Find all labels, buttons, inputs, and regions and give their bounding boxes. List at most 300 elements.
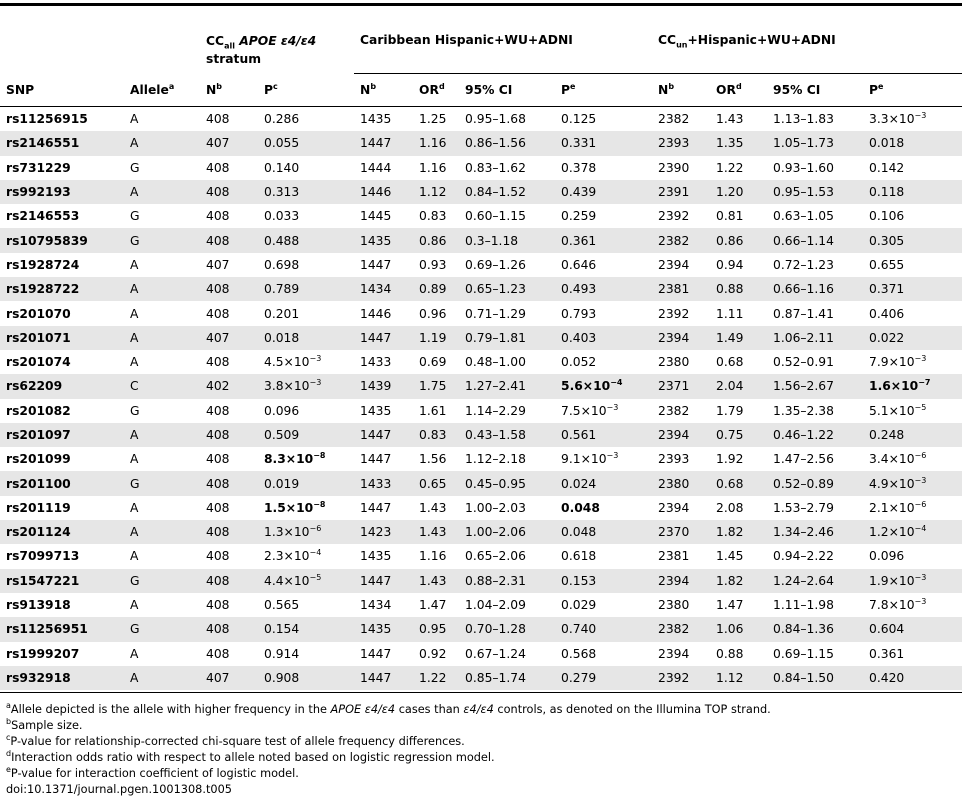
p-value-cell: $1.9\times 10^{-3}$ xyxy=(863,569,962,593)
p-value-cell: $1.3\times 10^{-6}$ xyxy=(258,520,354,544)
p-value-cell: $7.8\times 10^{-3}$ xyxy=(869,596,927,613)
p-value-cell: 0.153 xyxy=(555,569,652,593)
p-value-cell: 0.698 xyxy=(264,257,300,272)
col-header-n: $N^b$ xyxy=(200,74,258,107)
footnote-a: $^a$Allele depicted is the allele with higher frequency in the APOE ε4/ε4 cases than ε4/ε4 controls, as denoted on the Illumina TOP strand. xyxy=(6,701,771,716)
ci-cell: 0.65–2.06 xyxy=(465,549,526,564)
p-value-cell: 0.604 xyxy=(863,617,962,641)
table-row xyxy=(0,617,962,641)
table-top-rule xyxy=(0,3,962,6)
ci-cell: 1.05–1.73 xyxy=(767,131,863,155)
col-header-pe: $P^e$ xyxy=(863,74,962,107)
allele-cell: A xyxy=(130,306,139,321)
n-cell: 1447 xyxy=(354,666,413,690)
ci-cell: 0.67–1.24 xyxy=(465,646,526,661)
ci-cell: 1.56–2.67 xyxy=(767,374,863,398)
table-bottom-rule xyxy=(0,692,962,693)
n-cell: 407 xyxy=(200,666,258,690)
n-cell: 1435 xyxy=(360,112,392,127)
ci-cell: 0.88–2.31 xyxy=(459,569,555,593)
allele-cell: A xyxy=(130,112,139,127)
n-cell: 408 xyxy=(206,549,230,564)
col-header-pe: $P^e$ xyxy=(555,74,652,107)
n-cell: 2394 xyxy=(652,569,710,593)
p-value-cell: 0.655 xyxy=(869,257,905,272)
p-value-cell: 0.361 xyxy=(869,646,905,661)
or-cell: 1.22 xyxy=(716,160,744,175)
ci-cell: 1.14–2.29 xyxy=(465,403,526,418)
n-cell: 407 xyxy=(200,131,258,155)
p-value-cell: 0.361 xyxy=(555,228,652,252)
n-cell: 408 xyxy=(200,471,258,495)
or-cell: 1.35 xyxy=(710,131,767,155)
table-row xyxy=(0,326,962,350)
n-cell: 407 xyxy=(200,326,258,350)
or-cell: 1.82 xyxy=(710,520,767,544)
ci-cell: 0.70–1.28 xyxy=(459,617,555,641)
table-row xyxy=(0,107,962,132)
table-row xyxy=(0,350,962,374)
p-value-cell: 0.033 xyxy=(264,209,300,224)
snp-cell: rs1928724 xyxy=(6,257,80,272)
or-cell: 0.83 xyxy=(413,423,459,447)
ci-cell: 0.66–1.14 xyxy=(767,228,863,252)
p-value-cell: $1.2\times 10^{-4}$ xyxy=(863,520,962,544)
col-header-snp: SNP xyxy=(0,74,124,107)
or-cell: 1.43 xyxy=(413,520,459,544)
or-cell: 1.56 xyxy=(419,452,447,467)
ci-cell: 0.46–1.22 xyxy=(767,423,863,447)
ci-cell: 0.84–1.52 xyxy=(459,180,555,204)
allele-cell: A xyxy=(130,452,139,467)
or-cell: 1.12 xyxy=(413,180,459,204)
n-cell: 408 xyxy=(206,452,230,467)
p-value-cell: 0.140 xyxy=(264,160,300,175)
or-cell: 0.68 xyxy=(716,355,744,370)
ci-cell: 0.52–0.89 xyxy=(767,471,863,495)
n-cell: 1447 xyxy=(354,423,413,447)
p-value-cell: 0.096 xyxy=(869,549,905,564)
n-cell: 1435 xyxy=(354,228,413,252)
snp-cell: rs1928722 xyxy=(0,277,124,301)
n-cell: 408 xyxy=(200,180,258,204)
n-cell: 2392 xyxy=(658,209,690,224)
n-cell: 2394 xyxy=(652,423,710,447)
p-value-cell: $7.9\times 10^{-3}$ xyxy=(869,354,927,370)
snp-cell: rs10795839 xyxy=(0,228,124,252)
p-value-cell: 0.029 xyxy=(561,598,597,613)
table-row xyxy=(0,374,962,398)
or-cell: 2.04 xyxy=(710,374,767,398)
snp-cell: rs62209 xyxy=(0,374,124,398)
snp-cell: rs201097 xyxy=(0,423,124,447)
table-row xyxy=(0,520,962,544)
snp-cell: rs11256915 xyxy=(6,112,88,127)
p-value-cell: 0.248 xyxy=(863,423,962,447)
ci-cell: 0.69–1.15 xyxy=(773,646,834,661)
p-value-cell: $5.1\times 10^{-5}$ xyxy=(869,402,927,418)
allele-cell: A xyxy=(124,180,200,204)
p-value-cell: 0.789 xyxy=(258,277,354,301)
or-cell: 1.20 xyxy=(710,180,767,204)
p-value-cell: 0.439 xyxy=(555,180,652,204)
allele-cell: A xyxy=(130,355,139,370)
p-value-cell: $8.3\times 10^{-8}$ xyxy=(264,451,326,467)
n-cell: 1433 xyxy=(360,355,392,370)
p-value-cell: 0.420 xyxy=(863,666,962,690)
or-cell: 0.95 xyxy=(413,617,459,641)
snp-cell: rs992193 xyxy=(0,180,124,204)
allele-cell: A xyxy=(124,520,200,544)
p-value-cell: 0.118 xyxy=(863,180,962,204)
n-cell: 1423 xyxy=(354,520,413,544)
group-header-ccun: $CC_{un}+Hispanic+WU+ADNI$ xyxy=(652,32,962,74)
p-value-cell: $1.5\times 10^{-8}$ xyxy=(264,499,326,515)
or-cell: 1.82 xyxy=(710,569,767,593)
table-row xyxy=(0,471,962,495)
or-cell: 0.89 xyxy=(413,277,459,301)
n-cell: 1447 xyxy=(360,646,392,661)
n-cell: 2382 xyxy=(652,228,710,252)
ci-cell: 0.85–1.74 xyxy=(459,666,555,690)
table-row xyxy=(0,301,962,325)
snp-cell: rs201124 xyxy=(0,520,124,544)
n-cell: 408 xyxy=(206,112,230,127)
or-cell: 1.12 xyxy=(710,666,767,690)
n-cell: 1434 xyxy=(360,598,392,613)
or-cell: 0.86 xyxy=(413,228,459,252)
n-cell: 408 xyxy=(206,500,230,515)
p-value-cell: 0.018 xyxy=(258,326,354,350)
allele-cell: G xyxy=(124,569,200,593)
allele-cell: A xyxy=(124,666,200,690)
p-value-cell: $1.6\times 10^{-7}$ xyxy=(863,374,962,398)
ci-cell: 1.47–2.56 xyxy=(773,452,834,467)
snp-cell: rs2146553 xyxy=(6,209,80,224)
table-row xyxy=(0,204,962,228)
ci-cell: 0.48–1.00 xyxy=(465,355,526,370)
table-row xyxy=(0,496,962,520)
n-cell: 1447 xyxy=(360,452,392,467)
p-value-cell: 0.565 xyxy=(264,598,300,613)
or-cell: 1.47 xyxy=(716,598,744,613)
table-footnotes xyxy=(6,702,956,798)
footnote-b: $^b$Sample size. xyxy=(6,717,83,732)
or-cell: 1.43 xyxy=(413,569,459,593)
or-cell: 1.43 xyxy=(419,500,447,515)
n-cell: 1446 xyxy=(360,306,392,321)
allele-cell: A xyxy=(130,500,139,515)
allele-cell: A xyxy=(130,257,139,272)
p-value-cell: 0.305 xyxy=(863,228,962,252)
ci-cell: 0.87–1.41 xyxy=(773,306,834,321)
p-value-cell: 0.018 xyxy=(863,131,962,155)
p-value-cell: 0.142 xyxy=(869,160,905,175)
footnote-e: $^e$P-value for interaction coefficient of logistic model. xyxy=(6,765,299,780)
table-row xyxy=(0,277,962,301)
p-value-cell: 0.259 xyxy=(561,209,597,224)
p-value-cell: 0.914 xyxy=(264,646,300,661)
ci-cell: 0.66–1.16 xyxy=(767,277,863,301)
ci-cell: 1.34–2.46 xyxy=(767,520,863,544)
allele-cell: G xyxy=(130,209,140,224)
allele-cell: C xyxy=(124,374,200,398)
table-row xyxy=(0,593,962,617)
or-cell: 0.69 xyxy=(419,355,447,370)
ci-cell: 1.13–1.83 xyxy=(773,112,834,127)
n-cell: 2380 xyxy=(658,355,690,370)
n-cell: 2392 xyxy=(658,306,690,321)
ci-cell: 0.95–1.68 xyxy=(465,112,526,127)
allele-cell: A xyxy=(124,131,200,155)
p-value-cell: 0.406 xyxy=(869,306,905,321)
n-cell: 2382 xyxy=(652,617,710,641)
ci-cell: 0.86–1.56 xyxy=(459,131,555,155)
or-cell: 1.25 xyxy=(419,112,447,127)
n-cell: 2390 xyxy=(658,160,690,175)
n-cell: 1439 xyxy=(354,374,413,398)
n-cell: 408 xyxy=(200,520,258,544)
ci-cell: 1.00–2.03 xyxy=(465,500,526,515)
or-cell: 1.16 xyxy=(419,549,447,564)
or-cell: 1.47 xyxy=(419,598,447,613)
allele-cell: A xyxy=(124,326,200,350)
footnote-d: $^d$Interaction odds ratio with respect to allele noted based on logistic regression model. xyxy=(6,749,495,764)
table-row xyxy=(0,569,962,593)
n-cell: 408 xyxy=(200,569,258,593)
p-value-cell: 0.048 xyxy=(561,500,600,515)
n-cell: 1434 xyxy=(354,277,413,301)
p-value-cell: 0.313 xyxy=(258,180,354,204)
n-cell: 2380 xyxy=(652,471,710,495)
ci-cell: 0.45–0.95 xyxy=(459,471,555,495)
or-cell: 1.75 xyxy=(413,374,459,398)
ci-cell: 1.35–2.38 xyxy=(773,403,834,418)
n-cell: 2394 xyxy=(658,500,690,515)
table-row xyxy=(0,447,962,471)
p-value-cell: 0.509 xyxy=(258,423,354,447)
p-value-cell: 0.052 xyxy=(561,355,597,370)
table-row xyxy=(0,180,962,204)
or-cell: 1.11 xyxy=(716,306,744,321)
p-value-cell: 0.022 xyxy=(863,326,962,350)
n-cell: 2380 xyxy=(658,598,690,613)
allele-cell: G xyxy=(124,228,200,252)
p-value-cell: 0.568 xyxy=(561,646,597,661)
p-value-cell: $3.4\times 10^{-6}$ xyxy=(869,451,927,467)
ci-cell: 0.93–1.60 xyxy=(773,160,834,175)
p-value-cell: $4.9\times 10^{-3}$ xyxy=(863,471,962,495)
or-cell: 0.81 xyxy=(716,209,744,224)
snp-cell: rs201099 xyxy=(6,452,71,467)
col-header-p: $P^c$ xyxy=(258,74,354,107)
or-cell: 0.96 xyxy=(419,306,447,321)
allele-cell: G xyxy=(130,403,140,418)
n-cell: 2391 xyxy=(652,180,710,204)
p-value-cell: $3.3\times 10^{-3}$ xyxy=(869,111,927,127)
p-value-cell: 0.019 xyxy=(258,471,354,495)
or-cell: 0.88 xyxy=(710,277,767,301)
n-cell: 2393 xyxy=(658,452,690,467)
n-cell: 408 xyxy=(206,355,230,370)
n-cell: 2370 xyxy=(652,520,710,544)
table-row xyxy=(0,253,962,277)
group-header-ccall: $CC_{all}$ APOE ε4/ε4 stratum xyxy=(206,34,317,66)
table-row xyxy=(0,228,962,252)
ci-cell: 1.06–2.11 xyxy=(767,326,863,350)
footnote-c: $^c$P-value for relationship-corrected chi-square test of allele frequency differences. xyxy=(6,733,465,748)
ci-cell: 0.72–1.23 xyxy=(773,257,834,272)
or-cell: 1.79 xyxy=(716,403,744,418)
ci-cell: 1.53–2.79 xyxy=(773,500,834,515)
col-header-ci: 95% CI xyxy=(767,74,863,107)
snp-cell: rs1999207 xyxy=(6,646,80,661)
doi-text: doi:10.1371/journal.pgen.1001308.t005 xyxy=(6,783,232,796)
p-value-cell: 0.488 xyxy=(258,228,354,252)
ci-cell: 1.04–2.09 xyxy=(465,598,526,613)
n-cell: 1446 xyxy=(354,180,413,204)
n-cell: 408 xyxy=(206,306,230,321)
p-value-cell: $4.4\times 10^{-5}$ xyxy=(258,569,354,593)
table-row xyxy=(0,544,962,568)
n-cell: 1445 xyxy=(360,209,392,224)
or-cell: 1.61 xyxy=(419,403,447,418)
table-row xyxy=(0,423,962,447)
n-cell: 408 xyxy=(206,160,230,175)
n-cell: 2393 xyxy=(652,131,710,155)
p-value-cell: $2.1\times 10^{-6}$ xyxy=(869,499,927,515)
n-cell: 408 xyxy=(200,423,258,447)
table-row xyxy=(0,156,962,180)
snp-cell: rs932918 xyxy=(0,666,124,690)
snp-cell: rs201070 xyxy=(6,306,71,321)
p-value-cell: 0.561 xyxy=(555,423,652,447)
allele-cell: G xyxy=(124,471,200,495)
p-value-cell: 0.055 xyxy=(258,131,354,155)
n-cell: 408 xyxy=(206,598,230,613)
table-row xyxy=(0,131,962,155)
n-cell: 2381 xyxy=(652,277,710,301)
snp-cell: rs201119 xyxy=(6,500,71,515)
or-cell: 1.06 xyxy=(710,617,767,641)
ci-cell: 1.24–2.64 xyxy=(767,569,863,593)
ci-cell: 0.95–1.53 xyxy=(767,180,863,204)
results-table xyxy=(0,32,962,690)
table-row xyxy=(0,399,962,423)
allele-cell: G xyxy=(124,617,200,641)
or-cell: 0.93 xyxy=(419,257,447,272)
snp-cell: rs201100 xyxy=(0,471,124,495)
or-cell: 0.83 xyxy=(419,209,447,224)
col-header-or: $OR^d$ xyxy=(710,74,767,107)
n-cell: 408 xyxy=(206,209,230,224)
p-value-cell: 0.740 xyxy=(555,617,652,641)
or-cell: 1.22 xyxy=(413,666,459,690)
p-value-cell: 0.125 xyxy=(561,112,597,127)
snp-cell: rs11256951 xyxy=(0,617,124,641)
ci-cell: 0.69–1.26 xyxy=(465,257,526,272)
or-cell: 1.45 xyxy=(716,549,744,564)
column-header-row xyxy=(0,74,962,107)
p-value-cell: 0.371 xyxy=(863,277,962,301)
p-value-cell: 0.154 xyxy=(258,617,354,641)
ci-cell: 0.84–1.50 xyxy=(767,666,863,690)
snp-cell: rs201074 xyxy=(6,355,71,370)
n-cell: 1444 xyxy=(360,160,392,175)
n-cell: 1447 xyxy=(354,131,413,155)
ci-cell: 0.71–1.29 xyxy=(465,306,526,321)
p-value-cell: 0.201 xyxy=(264,306,300,321)
snp-cell: rs1547221 xyxy=(0,569,124,593)
p-value-cell: 0.331 xyxy=(555,131,652,155)
p-value-cell: $5.6\times 10^{-4}$ xyxy=(555,374,652,398)
or-cell: 1.16 xyxy=(413,131,459,155)
p-value-cell: 0.378 xyxy=(561,160,597,175)
col-header-allele: Allele$^a$ xyxy=(124,74,200,107)
allele-cell: A xyxy=(130,549,139,564)
ci-cell: 0.3–1.18 xyxy=(459,228,555,252)
ci-cell: 0.52–0.91 xyxy=(773,355,834,370)
p-value-cell: 0.793 xyxy=(561,306,597,321)
col-header-n: $N^b$ xyxy=(354,74,413,107)
allele-cell: A xyxy=(124,423,200,447)
n-cell: 2394 xyxy=(658,646,690,661)
p-value-cell: $3.8\times 10^{-3}$ xyxy=(258,374,354,398)
ci-cell: 1.00–2.06 xyxy=(459,520,555,544)
p-value-cell: $7.5\times 10^{-3}$ xyxy=(561,402,619,418)
allele-cell: A xyxy=(130,646,139,661)
p-value-cell: 0.024 xyxy=(555,471,652,495)
ci-cell: 0.43–1.58 xyxy=(459,423,555,447)
n-cell: 408 xyxy=(200,277,258,301)
snp-cell: rs7099713 xyxy=(6,549,80,564)
allele-cell: A xyxy=(124,277,200,301)
ci-cell: 0.65–1.23 xyxy=(459,277,555,301)
n-cell: 408 xyxy=(206,646,230,661)
p-value-cell: 0.048 xyxy=(555,520,652,544)
snp-cell: rs2146551 xyxy=(0,131,124,155)
group-header-caribbean: Caribbean Hispanic+WU+ADNI xyxy=(354,32,652,74)
or-cell: 1.19 xyxy=(413,326,459,350)
n-cell: 2392 xyxy=(652,666,710,690)
table-row xyxy=(0,666,962,690)
n-cell: 1447 xyxy=(360,257,392,272)
ci-cell: 0.60–1.15 xyxy=(465,209,526,224)
or-cell: 0.75 xyxy=(710,423,767,447)
p-value-cell: 0.403 xyxy=(555,326,652,350)
n-cell: 1447 xyxy=(354,569,413,593)
group-header-row xyxy=(0,32,962,74)
p-value-cell: 0.493 xyxy=(555,277,652,301)
or-cell: 0.86 xyxy=(710,228,767,252)
or-cell: 1.16 xyxy=(419,160,447,175)
p-value-cell: $2.3\times 10^{-4}$ xyxy=(264,548,322,564)
ci-cell: 1.11–1.98 xyxy=(773,598,834,613)
ci-cell: 0.94–2.22 xyxy=(773,549,834,564)
or-cell: 0.65 xyxy=(413,471,459,495)
n-cell: 408 xyxy=(200,228,258,252)
n-cell: 2382 xyxy=(658,403,690,418)
p-value-cell: $4.5\times 10^{-3}$ xyxy=(264,354,322,370)
or-cell: 1.49 xyxy=(710,326,767,350)
or-cell: 1.92 xyxy=(716,452,744,467)
or-cell: 0.94 xyxy=(716,257,744,272)
p-value-cell: 0.646 xyxy=(561,257,597,272)
p-value-cell: 0.279 xyxy=(555,666,652,690)
snp-cell: rs201082 xyxy=(6,403,71,418)
n-cell: 408 xyxy=(206,403,230,418)
n-cell: 1435 xyxy=(354,617,413,641)
